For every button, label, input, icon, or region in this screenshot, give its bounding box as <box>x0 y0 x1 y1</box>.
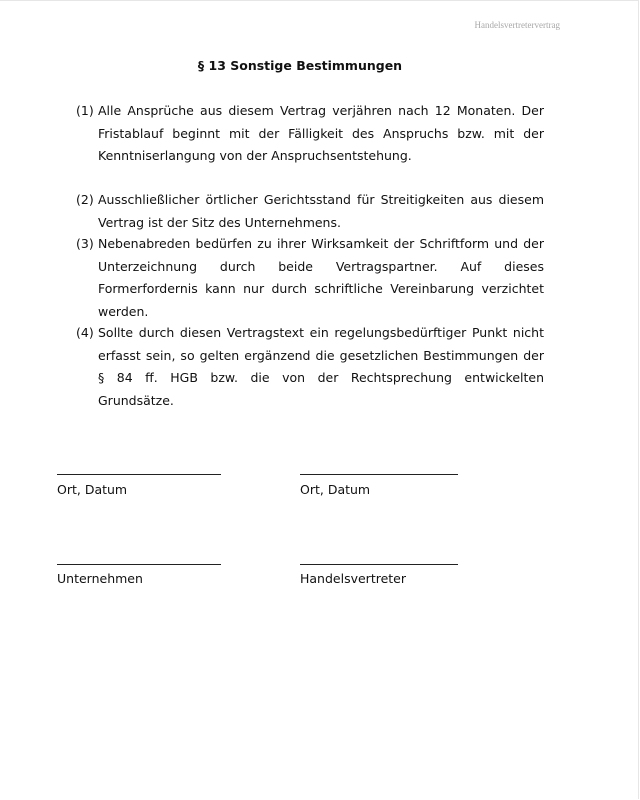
agent-signature-label: Handelsvertreter <box>300 571 407 586</box>
running-header: Handelsvertretervertrag <box>474 20 560 30</box>
clause-number: (4) <box>76 325 94 340</box>
clause-1 <box>76 100 544 168</box>
signature-line-company <box>57 564 221 565</box>
signature-line-agent <box>300 564 458 565</box>
clause-2 <box>76 189 544 234</box>
clause-text: Alle Ansprüche aus diesem Vertrag verjähren nach 12 Monaten. Der Fristablauf beginnt mit der Fälligkeit des Anspruchs bzw. mit der Kenntniserlangung von der Anspruchsentstehung. <box>98 103 544 163</box>
section-title: § 13 Sonstige Bestimmungen <box>197 58 403 73</box>
place-date-label-left: Ort, Datum <box>57 482 128 497</box>
signature-line-place-date-left <box>57 474 221 475</box>
clause-number: (2) <box>76 192 94 207</box>
clause-text: Nebenabreden bedürfen zu ihrer Wirksamkeit der Schriftform und der Unterzeichnung durch beide Vertragspartner. Auf dieses Formerfordernis kann nur durch schriftliche Vereinbarung verzichtet werden. <box>98 236 544 319</box>
clause-text: Sollte durch diesen Vertragstext ein regelungsbedürftiger Punkt nicht erfasst sein, so gelten ergänzend die gesetzlichen Bestimmungen der § 84 ff. HGB bzw. die von der Rechtsprechung entwickelten Grundsätze. <box>98 325 544 408</box>
place-date-label-right: Ort, Datum <box>300 482 371 497</box>
signature-line-place-date-right <box>300 474 458 475</box>
clause-number: (1) <box>76 103 94 118</box>
clause-number: (3) <box>76 236 94 251</box>
clause-text: Ausschließlicher örtlicher Gerichtsstand für Streitigkeiten aus diesem Vertrag ist der Sitz des Unternehmens. <box>98 192 544 230</box>
clause-4 <box>76 322 544 412</box>
clause-3 <box>76 233 544 323</box>
company-signature-label: Unternehmen <box>57 571 143 586</box>
